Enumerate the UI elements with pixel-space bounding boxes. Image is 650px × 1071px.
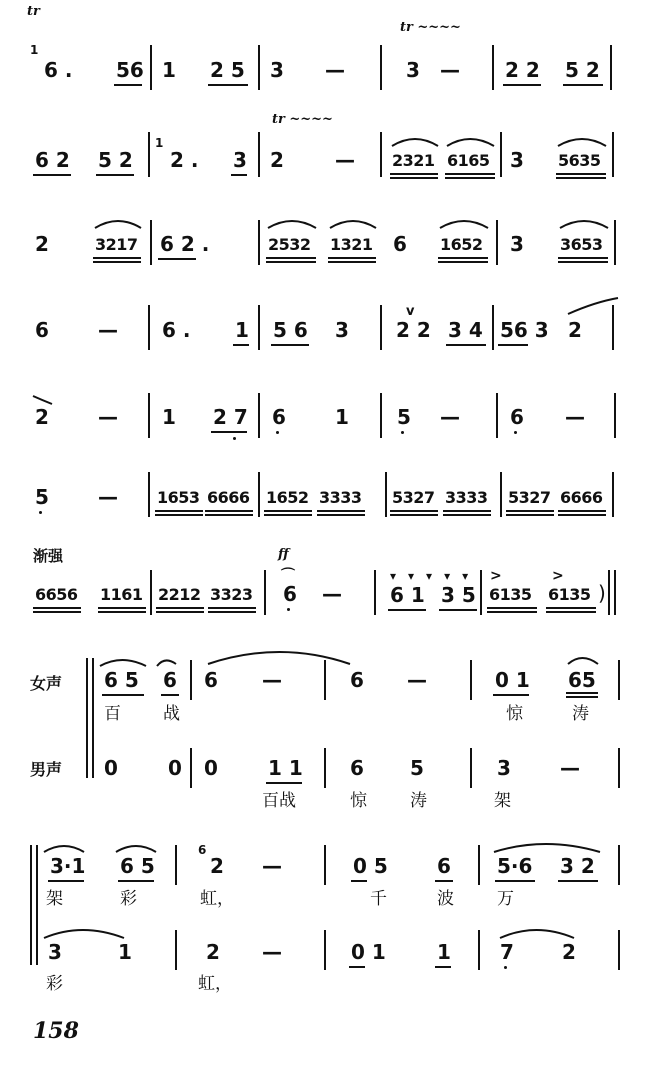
note-group: 3323 (210, 585, 253, 604)
close-paren: ) (598, 581, 606, 605)
lyric: 百战 (262, 791, 296, 811)
barline (478, 845, 480, 885)
lyric: 虹， (198, 974, 232, 994)
note-group: 1652 (440, 235, 483, 254)
note: 3·1 (50, 854, 86, 878)
note-group: 2532 (268, 235, 311, 254)
barline (618, 930, 620, 970)
note: 5 2 (565, 58, 600, 82)
dash: — (440, 58, 460, 82)
grace-note: 1 (155, 136, 163, 150)
lyric: 架 (46, 889, 63, 909)
ff-mark: ff (278, 547, 289, 562)
note-group: 3333 (319, 488, 362, 507)
lyric: 战 (163, 704, 180, 724)
note: 2 5 (210, 58, 245, 82)
note: 2 (270, 148, 284, 172)
lyric: 架 (494, 791, 511, 811)
note: 3 2 (560, 854, 595, 878)
note: 0 (204, 756, 218, 780)
note: 1 (235, 318, 249, 342)
note: 1 (162, 58, 176, 82)
accent: > (490, 568, 502, 584)
note: 0 (168, 756, 182, 780)
note: 3 (48, 940, 62, 964)
dash: — (565, 405, 585, 429)
lyric: 波 (437, 889, 454, 909)
note: 2 (210, 854, 224, 878)
note: 5·6 (497, 854, 533, 878)
note-group: 3333 (445, 488, 488, 507)
note-group: 1652 (266, 488, 309, 507)
note: 1 (162, 405, 176, 429)
crescendo-text: 渐强 (33, 547, 64, 565)
note: 65 (568, 668, 596, 692)
note: 6 5 (104, 668, 139, 692)
note: 5 6 (273, 318, 308, 342)
note: 6 (393, 232, 407, 256)
note-group: 6666 (560, 488, 603, 507)
note: 0 5 (353, 854, 388, 878)
barline (175, 845, 177, 885)
note: 2 . (170, 148, 199, 172)
lyric: 涛 (572, 704, 589, 724)
dash: — (262, 940, 282, 964)
barline (175, 930, 177, 970)
note: 6 5 (120, 854, 155, 878)
note: 1 (118, 940, 132, 964)
note: 6 (350, 668, 364, 692)
note-group: 6666 (207, 488, 250, 507)
note-group: 3217 (95, 235, 138, 254)
trill-mark: tr (27, 4, 40, 19)
note: 6 (283, 582, 297, 606)
note: 0 1 (495, 668, 530, 692)
note-group: 3653 (560, 235, 603, 254)
note: 3 4 (448, 318, 483, 342)
dash: — (335, 148, 355, 172)
dash: — (560, 756, 580, 780)
note: 0 (104, 756, 118, 780)
note-group: 2212 (158, 585, 201, 604)
note: 6 1 (390, 583, 425, 607)
dash: — (98, 485, 118, 509)
barline (324, 845, 326, 885)
note: 3 (233, 148, 247, 172)
lyric: 惊 (350, 791, 367, 811)
note: 3 5 (441, 583, 476, 607)
note: 1 (335, 405, 349, 429)
dash: — (262, 668, 282, 692)
dash: — (98, 318, 118, 342)
dash: — (440, 405, 460, 429)
note: 2 7 (213, 405, 248, 429)
lyric: 惊 (506, 704, 523, 724)
dash: — (325, 58, 345, 82)
dash: — (262, 854, 282, 878)
barline (618, 845, 620, 885)
note: 56 3 (500, 318, 549, 342)
note-group: 1321 (330, 235, 373, 254)
note-group: 2321 (392, 151, 435, 170)
note-group: 5327 (392, 488, 435, 507)
note: 5 (397, 405, 411, 429)
note-group: 1653 (157, 488, 200, 507)
lyric: 涛 (410, 791, 427, 811)
note: 5 (35, 485, 49, 509)
note: 5 2 (98, 148, 133, 172)
staccato-marks: ▾▾▾▾▾ (390, 569, 481, 583)
breath-mark: v (406, 304, 414, 319)
note-group: 6135 (548, 585, 591, 604)
lyric: 彩 (120, 889, 137, 909)
dash: — (322, 582, 342, 606)
note: 5 (410, 756, 424, 780)
lyric: 百 (104, 704, 121, 724)
note-group: 6135 (489, 585, 532, 604)
note: 2 2 (396, 318, 431, 342)
lyric: 千 (370, 889, 387, 909)
note: 2 (35, 405, 49, 429)
note: 6 2 (35, 148, 70, 172)
note-group: 1161 (100, 585, 143, 604)
lyric: 彩 (46, 974, 63, 994)
note: 3 (510, 232, 524, 256)
barline (324, 930, 326, 970)
note: 2 2 (505, 58, 540, 82)
trill-mark: tr ~~~~ (400, 20, 461, 35)
note-group: 5327 (508, 488, 551, 507)
dash: — (98, 405, 118, 429)
note: 56 (116, 58, 144, 82)
note: 6 (204, 668, 218, 692)
note: 3 (497, 756, 511, 780)
fermata: ⌒ (281, 568, 295, 584)
note: 3 (270, 58, 284, 82)
grace-note: 1 (30, 43, 38, 57)
note: 6 (35, 318, 49, 342)
note: 6 (272, 405, 286, 429)
note: 3 (510, 148, 524, 172)
grace-note: 6 (198, 843, 206, 857)
note: 6 . (44, 58, 73, 82)
note: 2 (562, 940, 576, 964)
dash: — (407, 668, 427, 692)
note: 7 (500, 940, 514, 964)
lyric: 万 (497, 889, 514, 909)
male-voice-label: 男声 (30, 760, 63, 779)
note: 6 (350, 756, 364, 780)
note: 6 (510, 405, 524, 429)
trill-mark: tr ~~~~ (272, 112, 333, 127)
note: 3 (335, 318, 349, 342)
note: 6 2 . (160, 232, 210, 256)
barline (478, 930, 480, 970)
note: 2 (35, 232, 49, 256)
note-group: 5635 (558, 151, 601, 170)
female-voice-label: 女声 (30, 674, 63, 693)
note: 2 (206, 940, 220, 964)
note-group: 6656 (35, 585, 78, 604)
note: 6 (437, 854, 451, 878)
note: 6 (163, 668, 177, 692)
note: 1 (437, 940, 451, 964)
accent: > (552, 568, 564, 584)
note: 1 1 (268, 756, 303, 780)
note: 2 (568, 318, 582, 342)
note: 6 . (162, 318, 191, 342)
note: 0 1 (351, 940, 386, 964)
note-group: 6165 (447, 151, 490, 170)
lyric: 虹， (200, 889, 234, 909)
note: 3 (406, 58, 420, 82)
page-number: 158 (33, 1018, 79, 1044)
